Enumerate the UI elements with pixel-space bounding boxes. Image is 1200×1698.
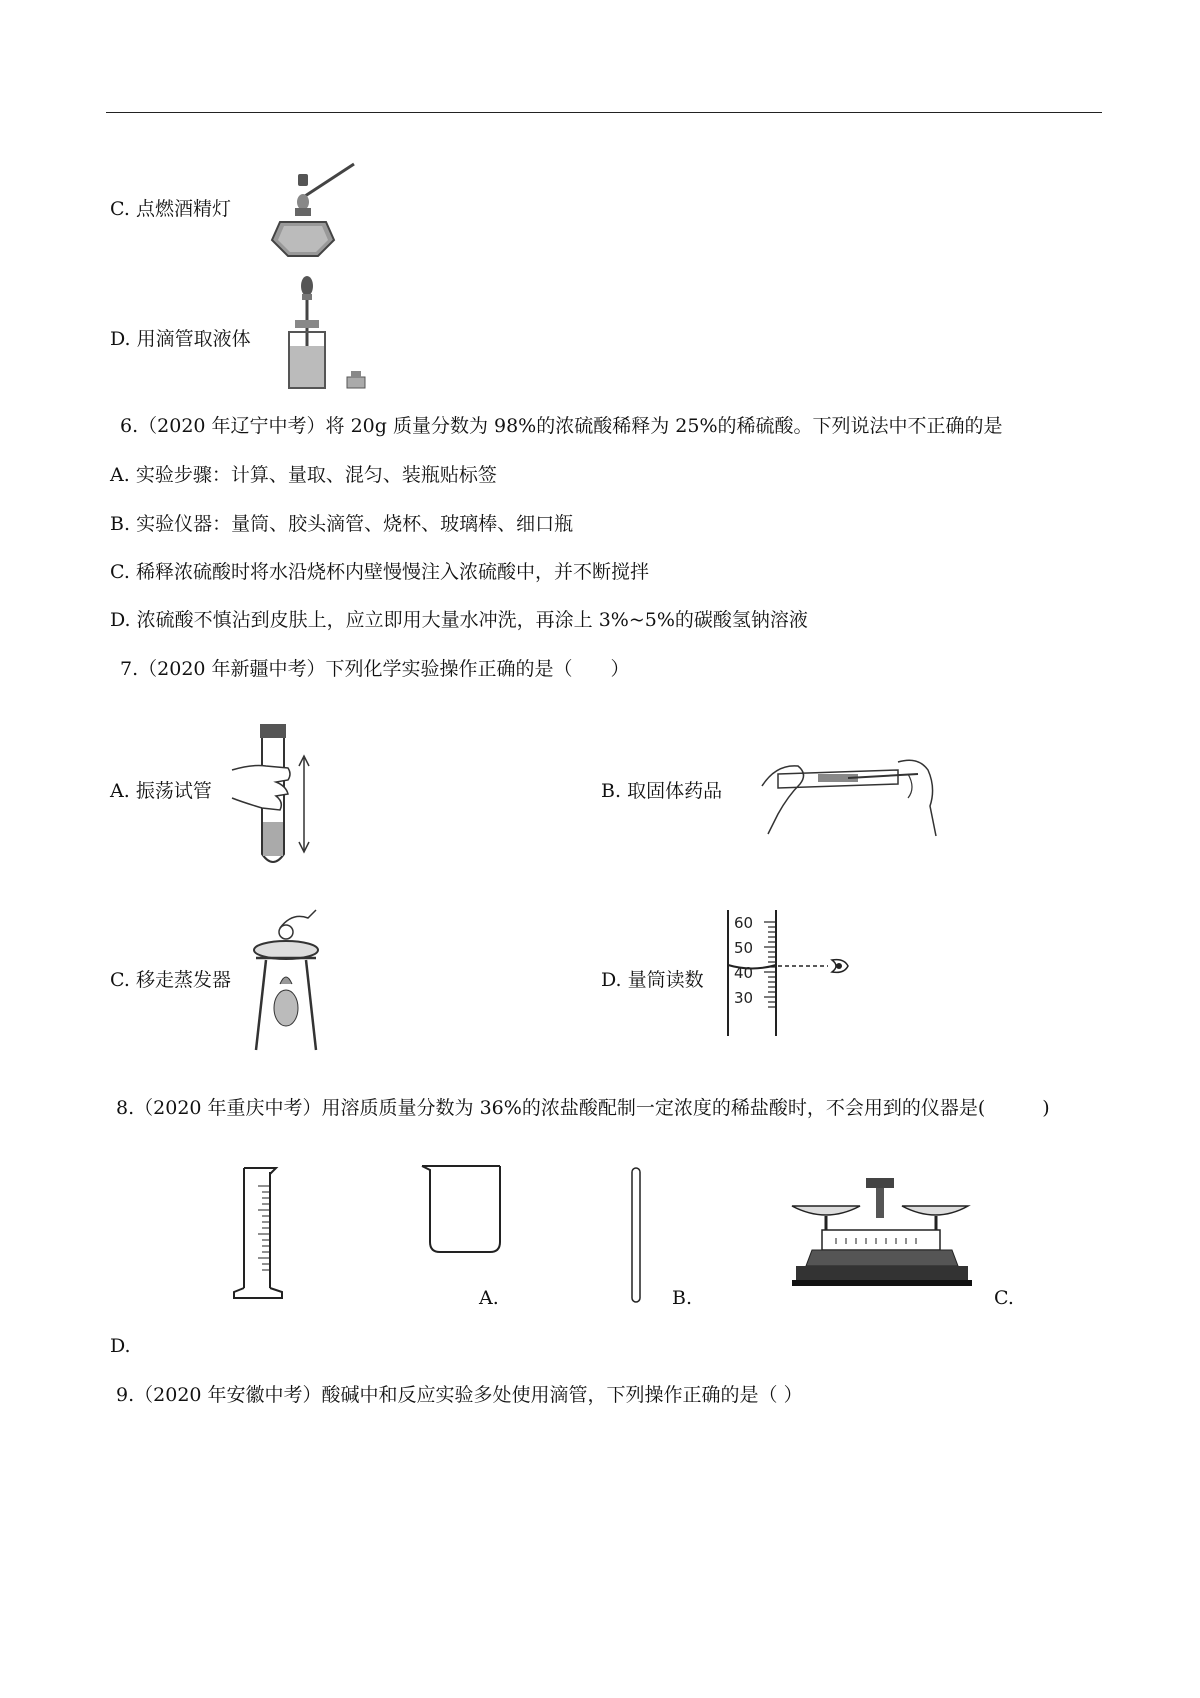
beaker-icon [418, 1160, 508, 1264]
dropper-bottle-icon [285, 276, 385, 400]
q8-label-d: D. [110, 1335, 131, 1357]
q6-option-c: C. 稀释浓硫酸时将水沿烧杯内壁慢慢注入浓硫酸中，并不断搅拌 [110, 561, 649, 583]
scale-label: 50 [734, 939, 754, 957]
q8-label-b: B. [672, 1287, 693, 1309]
taking-solid-reagent-icon [758, 744, 948, 848]
scale-label: 30 [734, 989, 754, 1007]
q6-stem: 6.（2020 年辽宁中考）将 20g 质量分数为 98%的浓硫酸稀释为 25%的稀硫酸。下列说法中不正确的是 [120, 415, 1003, 437]
q5-option-c: C. 点燃酒精灯 [110, 198, 231, 220]
q7-option-c: C. 移走蒸发器 [110, 969, 231, 991]
header-rule [106, 112, 1102, 113]
q7-option-a: A. 振荡试管 [110, 780, 212, 802]
q6-option-b: B. 实验仪器：量筒、胶头滴管、烧杯、玻璃棒、细口瓶 [110, 513, 574, 535]
graduated-cylinder-reading-icon [718, 908, 858, 1042]
shaking-test-tube-icon [232, 722, 322, 876]
scale-label: 40 [734, 964, 754, 982]
q8-stem: 8.（2020 年重庆中考）用溶质质量分数为 36%的浓盐酸配制一定浓度的稀盐酸时，不会用到的仪器是( ) [116, 1097, 1050, 1119]
q8-label-a: A. [479, 1287, 499, 1309]
q8-label-c: C. [994, 1287, 1014, 1309]
balance-icon [792, 1176, 972, 1300]
q7-option-d: D. 量筒读数 [601, 969, 704, 991]
q6-option-a: A. 实验步骤：计算、量取、混匀、装瓶贴标签 [110, 464, 497, 486]
q9-stem: 9.（2020 年安徽中考）酸碱中和反应实验多处使用滴管，下列操作正确的是（ ） [116, 1384, 803, 1406]
alcohol-lamp-icon [262, 160, 362, 264]
evaporating-dish-icon [252, 908, 332, 1062]
graduated-cylinder-icon [232, 1166, 292, 1306]
glass-rod-icon [630, 1166, 644, 1310]
scale-label: 60 [734, 914, 754, 932]
q5-option-d: D. 用滴管取液体 [110, 328, 251, 350]
q7-stem: 7.（2020 年新疆中考）下列化学实验操作正确的是（ ） [120, 658, 630, 680]
q7-option-b: B. 取固体药品 [601, 780, 723, 802]
q6-option-d: D. 浓硫酸不慎沾到皮肤上，应立即用大量水冲洗，再涂上 3%~5%的碳酸氢钠溶液 [110, 609, 808, 631]
